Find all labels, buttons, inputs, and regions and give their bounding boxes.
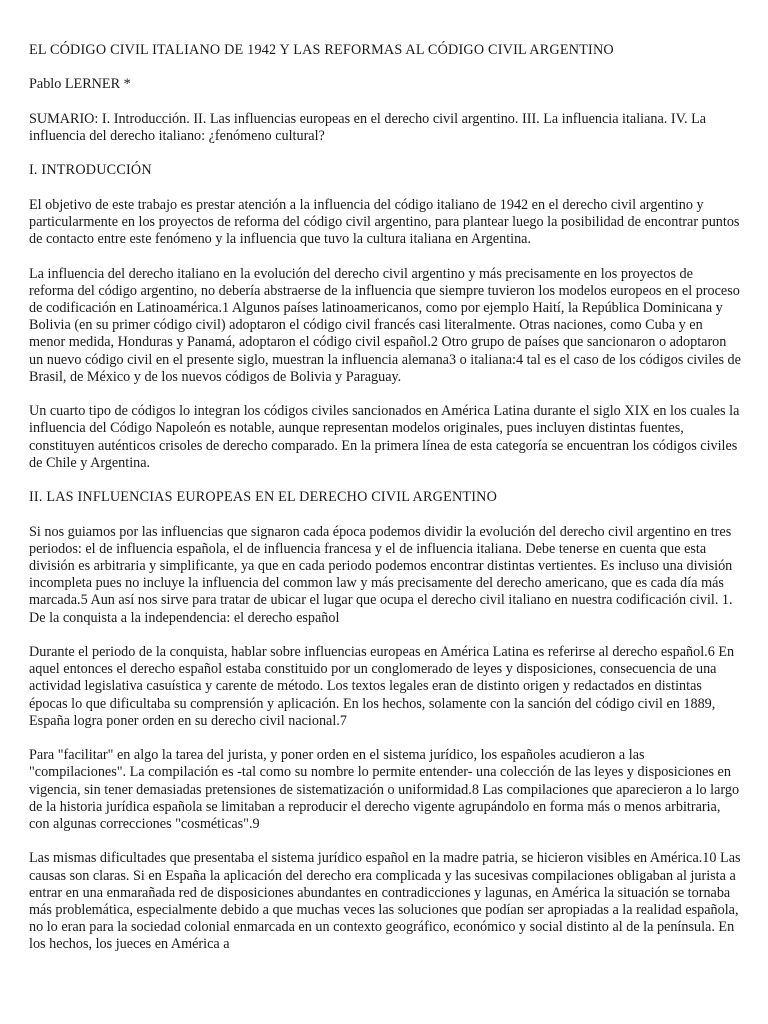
paragraph: Durante el periodo de la conquista, hablar sobre influencias europeas en América Latina es referirse al derecho español.6 En aquel entonces el derecho español estaba constituido por un conglomerado de leyes y disposiciones, consecuencia de una actividad legislativa casuística y carente de método. Los textos legales eran de distinto origen y redactados en distintas épocas lo que dificultaba su comprensión y aplicación. En los hechos, solamente con la sanción del código civil en 1889, España logra poner orden en su derecho civil nacional.7: [29, 643, 735, 729]
paragraph: La influencia del derecho italiano en la evolución del derecho civil argentino y más precisamente en los proyectos de reforma del código argentino, no debería abstraerse de la influencia que siempre tuvieron los modelos europeos en el proceso de codificación en Latinoamérica.1 Algunos países latinoamericanos, como por ejemplo Haití, la República Dominicana y Bolivia (en su primer código civil) adoptaron el código civil francés casi literalmente. Otras naciones, como Cuba y en menor medida, Honduras y Panamá, adoptaron el código civil español.2 Otro grupo de países que sancionaron o adoptaron un nuevo código civil en el presente siglo, muestran la influencia alemana3 o italiana:4 tal es el caso de los códigos civiles de Brasil, de México y de los nuevos códigos de Bolivia y Paraguay.: [29, 265, 741, 385]
summary-paragraph: SUMARIO: I. Introducción. II. Las influencias europeas en el derecho civil argentino. III. La influencia italiana. IV. La influencia del derecho italiano: ¿fenómeno cultural?: [29, 110, 707, 144]
paragraph: El objetivo de este trabajo es prestar atención a la influencia del código italiano de 1942 en el derecho civil argentino y particularmente en los proyectos de reforma del código civil argentino, para plantear luego la posibilidad de encontrar puntos de contacto entre este fenómeno y la influencia que tuvo la cultura italiana en Argentina.: [29, 196, 740, 248]
author-line: Pablo LERNER *: [29, 76, 131, 93]
paragraph: Las mismas dificultades que presentaba el sistema jurídico español en la madre patria, se hicieron visibles en América.10 Las causas son claras. Si en España la aplicación del derecho era complicada y las sucesivas compilaciones obligaban al jurista a entrar en una enmarañada red de disposiciones abundantes en contradicciones y lagunas, en América la situación se tornaba más problemática, especialmente debido a que muchas veces las soluciones que podían ser apropiadas a la realidad española, no lo eran para la sociedad colonial enmarcada en un contexto geográfico, económico y social distinto al de la península. En los hechos, los jueces en América a: [29, 850, 741, 953]
section-heading-introduccion: I. INTRODUCCIÓN: [29, 162, 152, 179]
document-title: EL CÓDIGO CIVIL ITALIANO DE 1942 Y LAS REFORMAS AL CÓDIGO CIVIL ARGENTINO: [29, 42, 614, 58]
document-page: [29, 42, 741, 971]
section-heading-influencias-europeas: II. LAS INFLUENCIAS EUROPEAS EN EL DERECHO CIVIL ARGENTINO: [29, 489, 498, 506]
paragraph: Un cuarto tipo de códigos lo integran los códigos civiles sancionados en América Latina durante el siglo XIX en los cuales la influencia del Código Napoleón es notable, aunque representan modelos originales, pues incluyen distintas fuentes, constituyen auténticos crisoles de derecho comparado. En la primera línea de esta categoría se encuentran los códigos civiles de Chile y Argentina.: [29, 403, 740, 471]
paragraph: Si nos guiamos por las influencias que signaron cada época podemos dividir la evolución del derecho civil argentino en tres periodos: el de influencia española, el de influencia francesa y el de influencia italiana. Debe tenerse en cuenta que esta división es arbitraria y simplificante, ya que en cada periodo podemos encontrar distintas vertientes. Es incluso una división incompleta pues no incluye la influencia del common law y más precisamente del derecho americano, que es cada día más marcada.5 Aun así nos sirve para tratar de ubicar el lugar que ocupa el derecho civil italiano en nuestra codificación civil. 1. De la conquista a la independencia: el derecho español: [29, 523, 733, 626]
paragraph: Para "facilitar" en algo la tarea del jurista, y poner orden en el sistema jurídico, los españoles acudieron a las "compilaciones". La compilación es -tal como su nombre lo permite entender- una colección de las leyes y disposiciones en vigencia, sin tener demasiadas pretensiones de sistematización o uniformidad.8 Las compilaciones que aparecieron a lo largo de la historia jurídica española se limitaban a reproducir el derecho vigente agrupándolo en forma más o menos arbitraria, con algunas correcciones "cosméticas".9: [29, 747, 740, 832]
